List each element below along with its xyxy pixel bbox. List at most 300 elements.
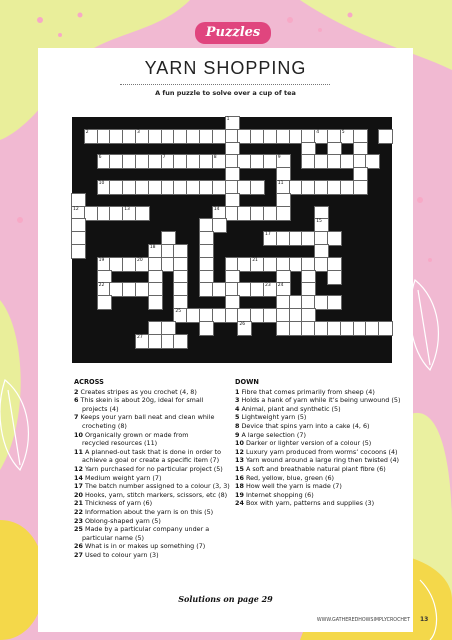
grid-cell[interactable] xyxy=(72,207,85,220)
grid-cell[interactable] xyxy=(366,322,379,335)
clue-number: 23 xyxy=(265,283,271,289)
down-clue xyxy=(235,499,405,508)
grid-cell[interactable] xyxy=(162,130,175,143)
grid-cell[interactable] xyxy=(174,271,187,284)
clue-number: 4 xyxy=(235,404,240,413)
grid-cell[interactable] xyxy=(110,181,123,194)
grid-cell[interactable] xyxy=(302,296,315,309)
clue-number: 7 xyxy=(74,413,79,422)
clue-number: 1 xyxy=(226,117,230,122)
down-clue xyxy=(235,405,405,414)
grid-cell[interactable] xyxy=(226,143,239,156)
grid-cell[interactable] xyxy=(200,258,213,271)
grid-cell[interactable] xyxy=(136,181,149,194)
clue-number: 21 xyxy=(252,257,258,263)
across-clue xyxy=(74,508,230,517)
grid-cell[interactable] xyxy=(226,130,239,143)
grid-cell[interactable] xyxy=(238,207,251,220)
down-clue xyxy=(235,431,405,440)
grid-cell[interactable] xyxy=(277,130,290,143)
grid-cell[interactable] xyxy=(98,296,111,309)
grid-cell[interactable] xyxy=(136,283,149,296)
clue-number: 15 xyxy=(316,219,322,225)
clue-number: 8 xyxy=(235,421,240,430)
clue-number: 18 xyxy=(149,245,156,250)
across-clue xyxy=(74,474,230,483)
clue-number: 27 xyxy=(74,550,83,559)
grid-cell[interactable] xyxy=(200,309,213,322)
grid-cell[interactable] xyxy=(174,335,187,348)
clue-text: What is in or makes up something (7) xyxy=(84,542,206,551)
grid-cell[interactable] xyxy=(149,130,162,143)
clue-text: Yarn wound around a large ring then twisted (4) xyxy=(245,456,400,465)
grid-cell[interactable] xyxy=(328,258,341,271)
grid-cell[interactable] xyxy=(226,117,239,130)
grid-cell[interactable] xyxy=(238,155,251,168)
grid-cell[interactable] xyxy=(200,283,213,296)
grid-cell[interactable] xyxy=(277,283,290,296)
grid-cell[interactable] xyxy=(98,258,111,271)
grid-cell[interactable] xyxy=(123,181,136,194)
grid-cell[interactable] xyxy=(354,130,367,143)
clue-number: 24 xyxy=(235,499,244,508)
grid-cell[interactable] xyxy=(315,232,328,245)
clue-number: 22 xyxy=(98,283,105,289)
grid-cell[interactable] xyxy=(200,271,213,284)
grid-cell[interactable] xyxy=(328,130,341,143)
grid-cell[interactable] xyxy=(149,258,162,271)
grid-cell[interactable] xyxy=(149,271,162,284)
down-clue xyxy=(235,388,405,397)
clue-text-continued: achieve a goal or create a specific item (7) xyxy=(82,456,220,465)
grid-cell[interactable] xyxy=(110,283,123,296)
grid-cell[interactable] xyxy=(85,130,98,143)
grid-cell[interactable] xyxy=(72,194,85,207)
clue-number: 10 xyxy=(98,181,105,186)
clue-number: 8 xyxy=(213,155,217,161)
grid-cell[interactable] xyxy=(162,335,175,348)
grid-cell[interactable] xyxy=(174,296,187,309)
grid-cell[interactable] xyxy=(315,130,328,143)
grid-cell[interactable] xyxy=(264,232,277,245)
grid-cell[interactable] xyxy=(213,219,226,232)
clue-text: Darker or lighter version of a colour (5) xyxy=(245,439,372,448)
grid-cell[interactable] xyxy=(277,207,290,220)
grid-cell[interactable] xyxy=(328,181,341,194)
across-heading: ACROSS xyxy=(74,378,104,386)
grid-cell[interactable] xyxy=(251,130,264,143)
clue-text-continued: projects (4) xyxy=(82,404,119,413)
grid-cell[interactable] xyxy=(264,130,277,143)
clue-number: 4 xyxy=(316,129,320,135)
grid-cell[interactable] xyxy=(302,232,315,245)
grid-cell[interactable] xyxy=(379,322,392,335)
grid-cell[interactable] xyxy=(123,155,136,168)
solutions-note: Solutions on page 29 xyxy=(178,594,273,604)
clue-number: 5 xyxy=(235,413,240,422)
grid-cell[interactable] xyxy=(110,130,123,143)
grid-cell[interactable] xyxy=(354,322,367,335)
grid-cell[interactable] xyxy=(136,130,149,143)
clue-number: 18 xyxy=(235,482,244,491)
grid-cell[interactable] xyxy=(200,245,213,258)
clue-text: Lightweight yarn (5) xyxy=(241,413,307,422)
clue-text: Creates stripes as you crochet (4, 8) xyxy=(80,387,197,396)
clue-number: 11 xyxy=(277,181,284,186)
clue-number: 25 xyxy=(175,309,182,314)
grid-cell[interactable] xyxy=(200,232,213,245)
grid-cell[interactable] xyxy=(238,322,251,335)
clue-text: Fibre that comes primarily from sheep (4) xyxy=(241,387,375,396)
grid-cell[interactable] xyxy=(315,219,328,232)
page-number: 13 xyxy=(420,616,429,623)
grid-cell[interactable] xyxy=(251,258,264,271)
clue-number: 13 xyxy=(124,206,130,212)
grid-cell[interactable] xyxy=(72,232,85,245)
across-clue xyxy=(74,448,230,457)
grid-cell[interactable] xyxy=(149,245,162,258)
grid-cell[interactable] xyxy=(174,283,187,296)
grid-cell[interactable] xyxy=(226,155,239,168)
clue-number: 15 xyxy=(235,464,244,473)
down-heading: DOWN xyxy=(235,378,259,386)
down-clue xyxy=(235,482,405,491)
grid-cell[interactable] xyxy=(200,219,213,232)
grid-cell[interactable] xyxy=(136,155,149,168)
clue-number: 17 xyxy=(265,232,271,238)
grid-cell[interactable] xyxy=(174,155,187,168)
down-clue xyxy=(235,413,405,422)
clue-number: 2 xyxy=(74,387,79,396)
across-clue xyxy=(74,465,230,474)
grid-cell[interactable] xyxy=(277,296,290,309)
grid-cell[interactable] xyxy=(226,181,239,194)
clue-text: This skein is about 20g, ideal for small xyxy=(80,396,204,405)
grid-cell[interactable] xyxy=(187,130,200,143)
grid-cell[interactable] xyxy=(315,322,328,335)
grid-cell[interactable] xyxy=(302,155,315,168)
grid-cell[interactable] xyxy=(354,155,367,168)
clue-number: 17 xyxy=(74,482,83,491)
grid-cell[interactable] xyxy=(277,168,290,181)
grid-cell[interactable] xyxy=(98,181,111,194)
across-clue xyxy=(74,525,230,534)
grid-cell[interactable] xyxy=(226,309,239,322)
grid-cell[interactable] xyxy=(277,258,290,271)
grid-cell[interactable] xyxy=(200,322,213,335)
grid-cell[interactable] xyxy=(123,207,136,220)
grid-cell[interactable] xyxy=(290,296,303,309)
grid-cell[interactable] xyxy=(328,143,341,156)
grid-cell[interactable] xyxy=(328,322,341,335)
grid-cell[interactable] xyxy=(149,283,162,296)
grid-cell[interactable] xyxy=(187,309,200,322)
grid-cell[interactable] xyxy=(162,155,175,168)
clue-text: The batch number assigned to a colour (3, 3) xyxy=(84,482,230,491)
clue-text: Hooks, yarn, stitch markers, scissors, etc (8) xyxy=(84,490,228,499)
grid-cell[interactable] xyxy=(213,283,226,296)
grid-cell[interactable] xyxy=(98,155,111,168)
grid-cell[interactable] xyxy=(277,181,290,194)
clue-number: 12 xyxy=(73,206,79,212)
grid-cell[interactable] xyxy=(238,283,251,296)
grid-cell[interactable] xyxy=(213,155,226,168)
clue-text: Organically grown or made from xyxy=(84,430,189,439)
clue-text: Animal, plant and synthetic (5) xyxy=(241,404,341,413)
grid-cell[interactable] xyxy=(187,155,200,168)
grid-cell[interactable] xyxy=(123,130,136,143)
grid-cell[interactable] xyxy=(226,271,239,284)
across-clue xyxy=(74,517,230,526)
clue-text: Used to colour yarn (3) xyxy=(84,550,159,559)
grid-cell[interactable] xyxy=(238,181,251,194)
down-clue xyxy=(235,491,405,500)
grid-cell[interactable] xyxy=(123,258,136,271)
down-clues xyxy=(235,378,405,508)
grid-cell[interactable] xyxy=(302,309,315,322)
grid-cell[interactable] xyxy=(264,155,277,168)
grid-cell[interactable] xyxy=(85,207,98,220)
grid-cell[interactable] xyxy=(149,335,162,348)
grid-cell[interactable] xyxy=(251,207,264,220)
across-clue xyxy=(74,388,230,397)
grid-cell[interactable] xyxy=(341,322,354,335)
grid-cell[interactable] xyxy=(98,283,111,296)
clue-number: 2 xyxy=(85,129,89,135)
grid-cell[interactable] xyxy=(162,258,175,271)
grid-cell[interactable] xyxy=(277,271,290,284)
across-clue xyxy=(74,431,230,440)
clue-number: 10 xyxy=(74,430,83,439)
grid-cell[interactable] xyxy=(72,245,85,258)
grid-cell[interactable] xyxy=(213,207,226,220)
clue-number: 16 xyxy=(235,473,244,482)
grid-cell[interactable] xyxy=(98,207,111,220)
grid-cell[interactable] xyxy=(123,283,136,296)
grid-cell[interactable] xyxy=(226,283,239,296)
clue-text: A large selection (7) xyxy=(241,430,306,439)
clue-number: 3 xyxy=(235,396,240,405)
grid-cell[interactable] xyxy=(251,309,264,322)
grid-cell[interactable] xyxy=(264,207,277,220)
grid-cell[interactable] xyxy=(302,322,315,335)
grid-cell[interactable] xyxy=(226,258,239,271)
grid-cell[interactable] xyxy=(290,232,303,245)
grid-cell[interactable] xyxy=(290,309,303,322)
grid-cell[interactable] xyxy=(174,130,187,143)
clue-text: Yarn purchased for no particular project (5) xyxy=(84,464,223,473)
grid-cell[interactable] xyxy=(238,258,251,271)
grid-cell[interactable] xyxy=(277,309,290,322)
clue-text: Device that spins yarn into a cake (4, 6) xyxy=(241,421,370,430)
clue-number: 7 xyxy=(162,155,166,161)
down-clue xyxy=(235,422,405,431)
clue-number: 20 xyxy=(74,490,83,499)
clue-number: 12 xyxy=(74,464,83,473)
grid-cell[interactable] xyxy=(290,322,303,335)
grid-cell[interactable] xyxy=(149,322,162,335)
across-clue xyxy=(74,491,230,500)
grid-cell[interactable] xyxy=(149,296,162,309)
grid-cell[interactable] xyxy=(110,258,123,271)
clue-number: 24 xyxy=(277,283,284,289)
clue-number: 10 xyxy=(235,439,244,448)
grid-cell[interactable] xyxy=(162,232,175,245)
page-title: YARN SHOPPING xyxy=(144,58,307,78)
grid-cell[interactable] xyxy=(162,245,175,258)
grid-cell[interactable] xyxy=(251,155,264,168)
grid-cell[interactable] xyxy=(290,181,303,194)
clue-text: Oblong-shaped yarn (5) xyxy=(84,516,161,525)
down-clue xyxy=(235,448,405,457)
title-divider xyxy=(120,84,330,85)
grid-cell[interactable] xyxy=(226,296,239,309)
clue-number: 25 xyxy=(74,525,83,534)
grid-cell[interactable] xyxy=(264,258,277,271)
grid-cell[interactable] xyxy=(98,271,111,284)
down-clue xyxy=(235,456,405,465)
clue-number: 20 xyxy=(137,257,143,263)
grid-cell[interactable] xyxy=(238,130,251,143)
clue-number: 5 xyxy=(341,129,345,135)
across-clue xyxy=(74,482,230,491)
clue-text-continued: crocheting (8) xyxy=(82,421,127,430)
grid-cell[interactable] xyxy=(354,181,367,194)
grid-cell[interactable] xyxy=(302,143,315,156)
grid-cell[interactable] xyxy=(264,309,277,322)
clue-text: Medium weight yarn (7) xyxy=(84,473,162,482)
grid-cell[interactable] xyxy=(315,258,328,271)
down-clue xyxy=(235,474,405,483)
grid-cell[interactable] xyxy=(110,207,123,220)
across-clue xyxy=(74,551,230,560)
grid-cell[interactable] xyxy=(315,296,328,309)
grid-cell[interactable] xyxy=(290,258,303,271)
clue-text: Holds a hank of yarn while it’s being unwound (5) xyxy=(241,396,401,405)
grid-cell[interactable] xyxy=(341,181,354,194)
clue-text: Thickness of yarn (6) xyxy=(84,499,153,508)
grid-cell[interactable] xyxy=(277,232,290,245)
clue-text: Internet shopping (6) xyxy=(245,490,314,499)
grid-cell[interactable] xyxy=(302,271,315,284)
across-clue xyxy=(74,396,230,405)
grid-cell[interactable] xyxy=(98,130,111,143)
grid-cell[interactable] xyxy=(238,309,251,322)
down-clue xyxy=(235,439,405,448)
grid-cell[interactable] xyxy=(136,258,149,271)
crossword-grid xyxy=(72,117,392,363)
grid-cell[interactable] xyxy=(277,322,290,335)
grid-cell[interactable] xyxy=(302,258,315,271)
grid-cell[interactable] xyxy=(213,309,226,322)
clue-number: 9 xyxy=(277,155,281,161)
clue-number: 6 xyxy=(74,396,79,405)
grid-cell[interactable] xyxy=(277,194,290,207)
grid-cell[interactable] xyxy=(251,181,264,194)
grid-cell[interactable] xyxy=(379,130,392,143)
grid-cell[interactable] xyxy=(302,181,315,194)
grid-cell[interactable] xyxy=(213,181,226,194)
down-clue xyxy=(235,465,405,474)
grid-cell[interactable] xyxy=(366,155,379,168)
clue-number: 19 xyxy=(235,490,244,499)
down-clue xyxy=(235,396,405,405)
grid-cell[interactable] xyxy=(174,181,187,194)
grid-cell[interactable] xyxy=(149,155,162,168)
clue-text: Information about the yarn is on this (5) xyxy=(84,507,214,516)
grid-cell[interactable] xyxy=(72,219,85,232)
clue-text: A planned-out task that is done in order to xyxy=(84,447,222,456)
grid-cell[interactable] xyxy=(315,245,328,258)
clue-number: 26 xyxy=(239,321,246,327)
grid-cell[interactable] xyxy=(187,181,200,194)
clue-number: 12 xyxy=(235,447,244,456)
grid-cell[interactable] xyxy=(149,181,162,194)
clue-text: A soft and breathable natural plant fibre (6) xyxy=(245,464,386,473)
clue-number: 14 xyxy=(213,206,220,212)
grid-cell[interactable] xyxy=(354,168,367,181)
grid-cell[interactable] xyxy=(110,155,123,168)
grid-cell[interactable] xyxy=(328,271,341,284)
grid-cell[interactable] xyxy=(290,130,303,143)
grid-cell[interactable] xyxy=(328,232,341,245)
clue-text-continued: recycled resources (11) xyxy=(82,439,158,448)
clue-number: 6 xyxy=(98,155,102,161)
grid-cell[interactable] xyxy=(200,181,213,194)
grid-cell[interactable] xyxy=(162,322,175,335)
grid-cell[interactable] xyxy=(302,130,315,143)
grid-cell[interactable] xyxy=(200,155,213,168)
grid-cell[interactable] xyxy=(251,283,264,296)
across-clues xyxy=(74,378,230,559)
grid-cell[interactable] xyxy=(174,258,187,271)
grid-cell[interactable] xyxy=(213,130,226,143)
clue-number: 13 xyxy=(235,456,244,465)
clue-text: Keeps your yarn ball neat and clean while xyxy=(80,413,215,422)
grid-cell[interactable] xyxy=(341,155,354,168)
grid-cell[interactable] xyxy=(162,181,175,194)
grid-cell[interactable] xyxy=(136,207,149,220)
grid-cell[interactable] xyxy=(174,245,187,258)
grid-cell[interactable] xyxy=(315,207,328,220)
grid-cell[interactable] xyxy=(174,309,187,322)
clue-number: 21 xyxy=(74,499,83,508)
grid-cell[interactable] xyxy=(277,155,290,168)
clue-number: 1 xyxy=(235,387,240,396)
grid-cell[interactable] xyxy=(328,296,341,309)
grid-cell[interactable] xyxy=(354,143,367,156)
grid-cell[interactable] xyxy=(341,130,354,143)
grid-cell[interactable] xyxy=(200,130,213,143)
grid-cell[interactable] xyxy=(315,155,328,168)
clue-text-continued: particular name (5) xyxy=(82,533,145,542)
grid-cell[interactable] xyxy=(328,155,341,168)
footer-url: WWW.GATHEREDHOWSIMPLYCROCHET xyxy=(316,618,410,623)
grid-cell[interactable] xyxy=(264,283,277,296)
grid-cell[interactable] xyxy=(226,168,239,181)
grid-cell[interactable] xyxy=(302,283,315,296)
clue-number: 19 xyxy=(98,257,105,263)
clue-number: 3 xyxy=(137,129,140,135)
grid-cell[interactable] xyxy=(226,207,239,220)
grid-cell[interactable] xyxy=(136,335,149,348)
grid-cell[interactable] xyxy=(315,181,328,194)
clue-number: 9 xyxy=(235,430,240,439)
grid-cell[interactable] xyxy=(226,194,239,207)
across-clue xyxy=(74,542,230,551)
clue-text: Made by a particular company under a xyxy=(84,525,210,534)
clue-number: 22 xyxy=(74,507,83,516)
